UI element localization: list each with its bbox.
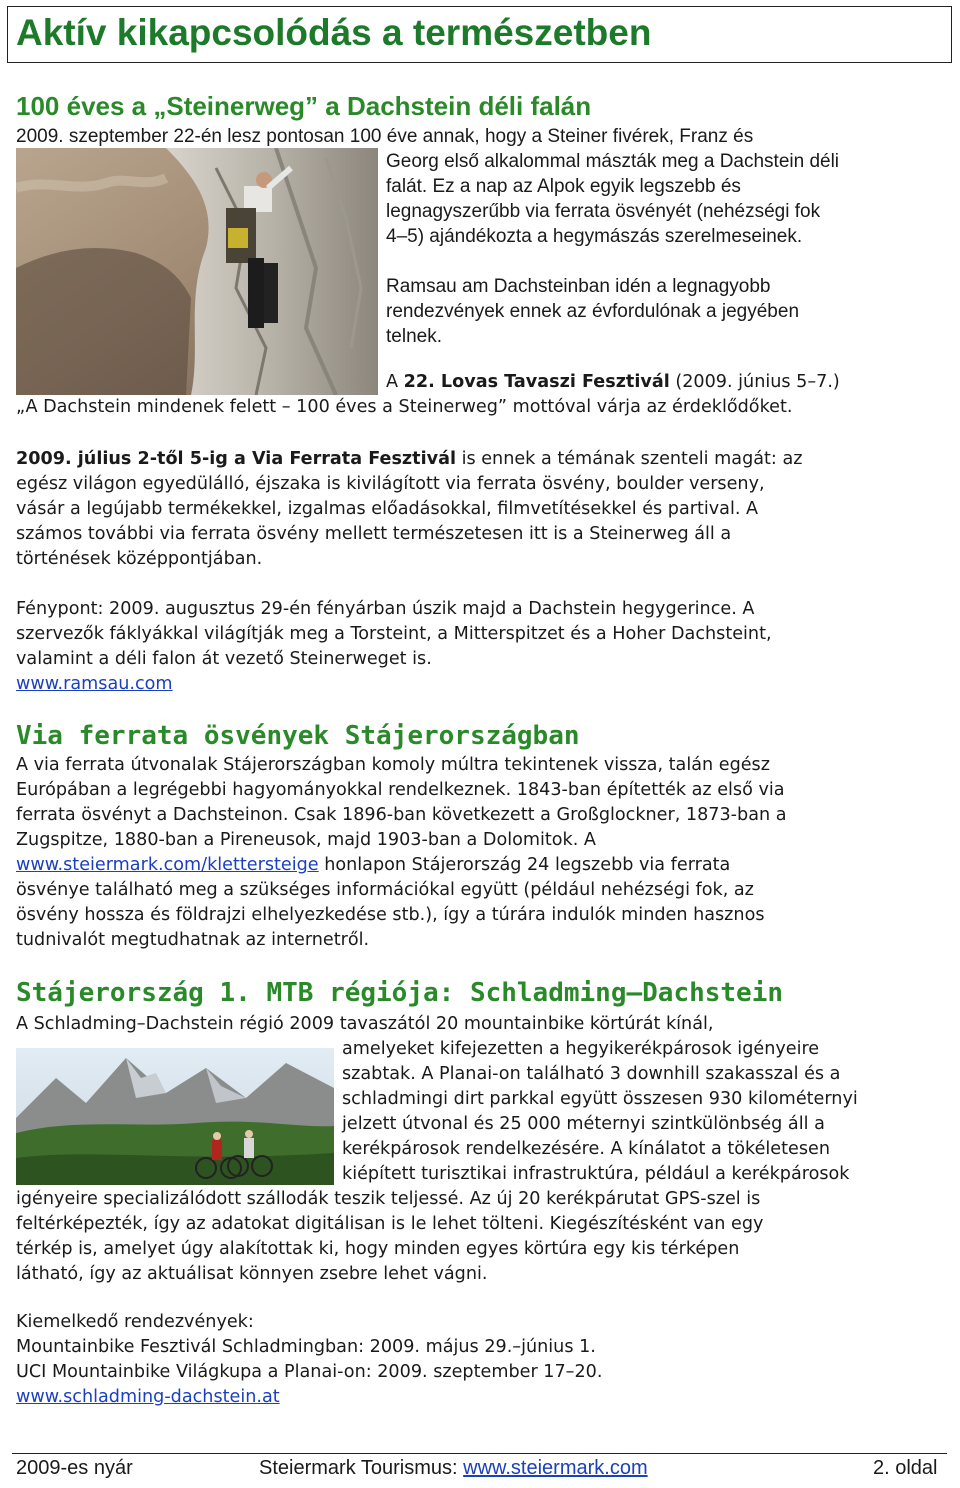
- text-line: kerékpárosok rendelkezésére. A kínálatot a tökéletesen: [342, 1139, 830, 1159]
- text-line: Georg első alkalommal mászták meg a Dachstein déli: [386, 151, 840, 172]
- text-line: schladmingi dirt parkkal együtt összesen 930 kilométernyi: [342, 1089, 858, 1109]
- festival-bold: 2009. július 2-től 5-ig a Via Ferrata Fesztivál: [16, 449, 456, 469]
- text-line: ösvénye található meg a szükséges információkal együtt (például nehézségi fok, az: [16, 880, 754, 900]
- text-line: legnagyszerűbb via ferrata ösvényét (nehézségi fok: [386, 201, 821, 222]
- text-line: egész világon egyedülálló, éjszaka is kivilágított via ferrata ösvény, boulder verseny,: [16, 474, 765, 494]
- text-line: rendezvények ennek az évfordulónak a jegyében: [386, 301, 800, 322]
- event-item: UCI Mountainbike Világkupa a Planai-on: 2009. szeptember 17–20.: [16, 1362, 603, 1382]
- text-line: Zugspitze, 1880-ban a Pireneusok, majd 1903-ban a Dolomitok. A: [16, 830, 596, 850]
- events-title: Kiemelkedő rendezvények:: [16, 1312, 254, 1332]
- text-line: ferrata ösvényt a Dachsteinon. Csak 1896-ban következett a Großglockner, 1873-ban a: [16, 805, 787, 825]
- event-prefix: A: [386, 372, 404, 392]
- festival-rest: is ennek a témának szenteli magát: az: [455, 449, 803, 469]
- footer-rule: [12, 1453, 947, 1454]
- mountain-bikers-photo: [16, 1048, 334, 1185]
- text-line: szervezők fáklyákkal világítják meg a Torsteint, a Mitterspitzet és a Hoher Dachsteint,: [16, 624, 772, 644]
- festival-line: [16, 447, 802, 472]
- steiermark-klettersteige-link[interactable]: www.steiermark.com/klettersteige: [16, 855, 319, 875]
- footer-steiermark-link[interactable]: www.steiermark.com: [463, 1457, 648, 1479]
- ramsau-link[interactable]: www.ramsau.com: [16, 674, 173, 694]
- text-line: ösvény hossza és földrajzi elhelyezkedése stb.), így a túrára indulók minden hasznos: [16, 905, 765, 925]
- schladming-link[interactable]: www.schladming-dachstein.at: [16, 1387, 280, 1407]
- text-line: telnek.: [386, 326, 442, 347]
- text-span: honlapon Stájerország 24 legszebb via ferrata: [318, 855, 731, 875]
- text-line: 4–5) ajándékozta a hegymászás szerelmeseinek.: [386, 226, 803, 247]
- text-line: igényeire specializálódott szállodák teszik teljessé. Az új 20 kerékpárutat GPS-szel is: [16, 1189, 761, 1209]
- text-line: térkép is, amelyet úgy alakítottak ki, hogy minden egyes körtúra egy kis térképen: [16, 1239, 740, 1259]
- footer-publisher-label: Steiermark Tourismus:: [259, 1457, 464, 1479]
- section-heading-via-ferrata: Via ferrata ösvények Stájerországban: [16, 721, 580, 751]
- section-heading-mtb: Stájerország 1. MTB régiója: Schladming–Dachstein: [16, 978, 784, 1008]
- text-line: feltérképezték, így az adatokat digitálisan is le lehet tölteni. Kiegészítésként van egy: [16, 1214, 764, 1234]
- text-line: A via ferrata útvonalak Stájerországban komoly múltra tekintenek vissza, talán egész: [16, 755, 770, 775]
- text-line: számos további via ferrata ösvény mellett természetesen itt is a Steinerweg áll a: [16, 524, 732, 544]
- event-date: (2009. június 5–7.): [669, 372, 840, 392]
- text-line: jelzett útvonal és 25 000 méternyi szintkülönbség áll a: [342, 1114, 825, 1134]
- text-line: A Schladming–Dachstein régió 2009 tavaszától 20 mountainbike körtúrát kínál,: [16, 1014, 714, 1034]
- text-line: amelyeket kifejezetten a hegyikerékpárosok igényeire: [342, 1039, 820, 1059]
- climber-photo: [16, 148, 378, 395]
- text-line: Európában a legrégebbi hagyományokkal rendelkeznek. 1843-ban építették az első via: [16, 780, 785, 800]
- event-item: Mountainbike Fesztivál Schladmingban: 2009. május 29.–június 1.: [16, 1337, 596, 1357]
- text-line: Fénypont: 2009. augusztus 29-én fényárban úszik majd a Dachstein hegygerince. A: [16, 599, 755, 619]
- title-frame-rule: [7, 62, 952, 63]
- text-line: valamint a déli falon át vezető Steinerweget is.: [16, 649, 432, 669]
- text-line: vásár a legújabb termékekkel, izgalmas előadásokkal, filmvetítésekkel és partival. A: [16, 499, 759, 519]
- text-line: történések középpontjában.: [16, 549, 263, 569]
- section-heading-steinerweg: 100 éves a „Steinerweg” a Dachstein déli falán: [16, 91, 592, 121]
- text-line: Ramsau am Dachsteinban idén a legnagyobb: [386, 276, 771, 297]
- klettersteige-line: [16, 853, 730, 878]
- event-name: 22. Lovas Tavaszi Fesztivál: [403, 372, 670, 392]
- event-line: [386, 370, 840, 395]
- footer-page-number: 2. oldal: [873, 1457, 938, 1479]
- text-line: kiépített turisztikai infrastruktúra, például a kerékpárosok: [342, 1164, 850, 1184]
- text-line: szabtak. A Planai-on található 3 downhill szakasszal és a: [342, 1064, 841, 1084]
- text-line: látható, így az aktuálisat könnyen zsebre lehet vágni.: [16, 1264, 488, 1284]
- motto-line: „A Dachstein mindenek felett – 100 éves a Steinerweg” mottóval várja az érdeklődőket.: [16, 397, 793, 417]
- footer-season: 2009-es nyár: [16, 1457, 133, 1479]
- page-title: Aktív kikapcsolódás a természetben: [16, 12, 652, 53]
- footer-publisher: [259, 1457, 648, 1480]
- text-line: falát. Ez a nap az Alpok egyik legszebb és: [386, 176, 741, 197]
- text-line: tudnivalót megtudhatnak az internetről.: [16, 930, 370, 950]
- text-line: 2009. szeptember 22-én lesz pontosan 100 éve annak, hogy a Steiner fivérek, Franz és: [16, 126, 754, 147]
